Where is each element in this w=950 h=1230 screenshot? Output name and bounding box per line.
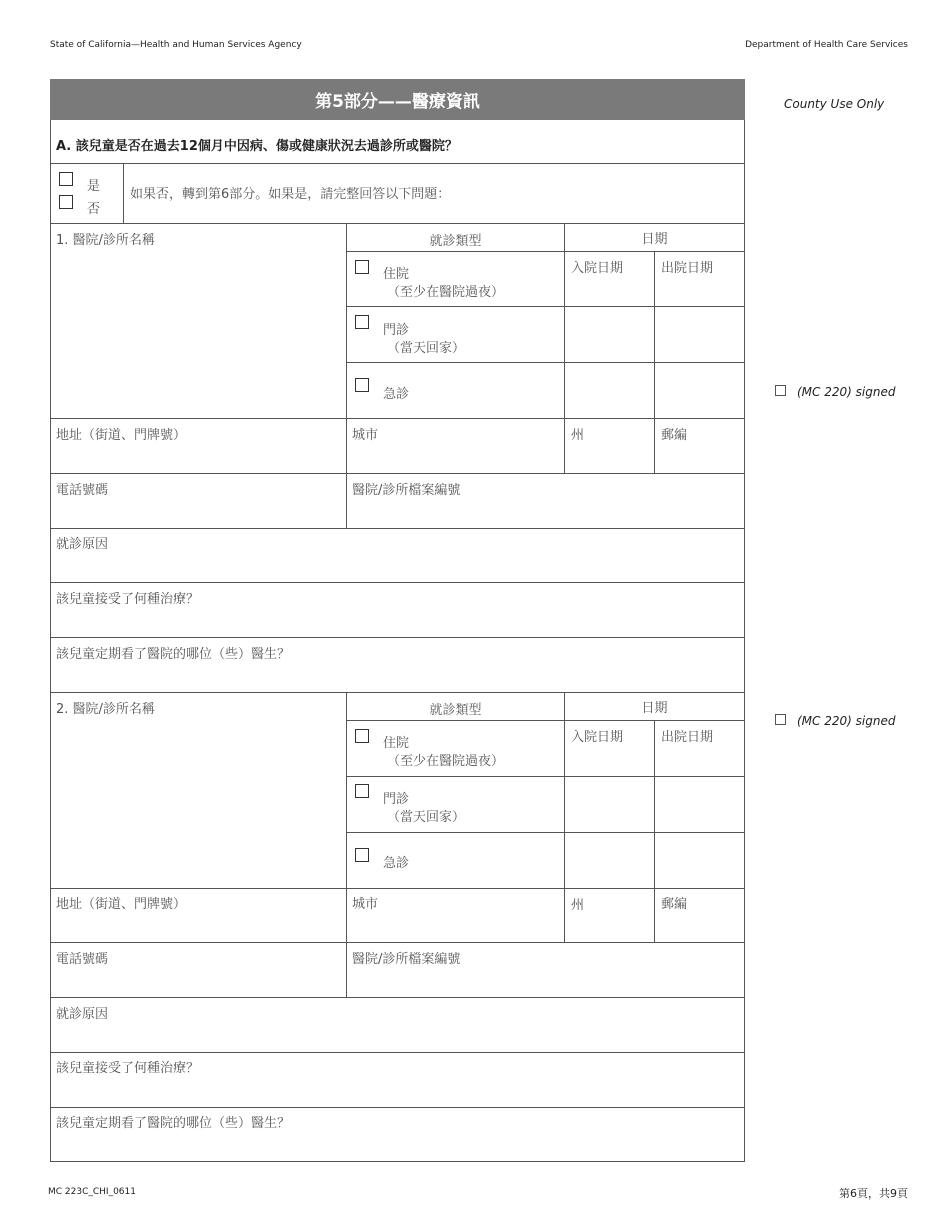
visit-2-inpatient-checkbox[interactable] [355, 729, 369, 743]
visit-1-city-label: 城市 [352, 428, 379, 443]
visit-1-mc220-checkbox[interactable] [775, 385, 786, 396]
visit-2-phone-label: 電話號碼 [56, 952, 109, 967]
visit-1-outpatient-note: （當天回家） [387, 341, 466, 356]
visit-1-visit-type-header: 就診類型 [429, 234, 482, 249]
page-info: 第6頁，共9頁 [839, 1187, 908, 1200]
visit-2-date-header: 日期 [641, 701, 668, 716]
visit-2-facility-heading [56, 698, 155, 717]
visit-2-outpatient-label: 門診 [383, 792, 410, 807]
department-name: Department of Health Care Services [745, 40, 908, 50]
visit-1-state-label: 州 [571, 428, 585, 443]
visit-2-zip-label: 郵編 [661, 897, 688, 912]
visit-1-facility-heading [56, 229, 155, 248]
visit-1-emergency-label: 急診 [383, 387, 410, 402]
visit-1-phone-label: 電話號碼 [56, 483, 109, 498]
visit-1-outpatient-label: 門診 [383, 323, 410, 338]
visit-2-treatment-label: 該兒童接受了何種治療？ [56, 1061, 200, 1076]
visit-1-discharge-date: 出院日期 [661, 261, 714, 276]
visit-1-emergency-checkbox[interactable] [355, 378, 369, 392]
visit-1-inpatient-label: 住院 [383, 267, 410, 282]
visit-1-mc220-label: (MC 220) signed [797, 385, 896, 399]
visit-2-visit-type-header: 就診類型 [429, 703, 482, 718]
question-a-text: 該兒童是否在過去12個月中因病、傷或健康狀況去過診所或醫院？ [75, 139, 458, 154]
visit-2-emergency-label: 急診 [383, 856, 410, 871]
visit-2-inpatient-label: 住院 [383, 736, 410, 751]
visit-2-mc220-checkbox[interactable] [775, 714, 786, 725]
question-a [56, 135, 458, 154]
visit-1-admit-date: 入院日期 [571, 261, 624, 276]
visit-2-doctors-label: 該兒童定期看了醫院的哪位（些）醫生？ [56, 1116, 291, 1131]
agency-name: State of California—Health and Human Services Agency [50, 40, 302, 50]
visit-2-state-label: 州 [571, 898, 585, 913]
visit-1-inpatient-checkbox[interactable] [355, 260, 369, 274]
form-code: MC 223C_CHI_0611 [48, 1187, 136, 1197]
visit-1-number: 1. [56, 233, 69, 248]
visit-2-outpatient-checkbox[interactable] [355, 784, 369, 798]
no-label: 否 [87, 202, 101, 217]
visit-2-address-label: 地址（街道、門牌號） [56, 897, 187, 912]
visit-2-city-label: 城市 [352, 897, 379, 912]
visit-2-discharge-date: 出院日期 [661, 730, 714, 745]
visit-1-outpatient-checkbox[interactable] [355, 315, 369, 329]
visit-2-inpatient-note: （至少在醫院過夜） [387, 754, 505, 769]
section-title: 第5部分——醫療資訊 [50, 79, 745, 120]
visit-2-emergency-checkbox[interactable] [355, 848, 369, 862]
yes-checkbox[interactable] [59, 172, 73, 186]
visit-1-date-header: 日期 [641, 232, 668, 247]
visit-1-zip-label: 郵編 [661, 428, 688, 443]
question-a-prefix: A. [56, 139, 72, 154]
visit-1-doctors-label: 該兒童定期看了醫院的哪位（些）醫生？ [56, 647, 291, 662]
visit-1-treatment-label: 該兒童接受了何種治療？ [56, 592, 200, 607]
no-checkbox[interactable] [59, 195, 73, 209]
yes-label: 是 [87, 179, 101, 194]
visit-2-reason-label: 就診原因 [56, 1007, 109, 1022]
visit-1-file-number-label: 醫院/診所檔案編號 [352, 483, 461, 498]
visit-2-mc220-label: (MC 220) signed [797, 714, 896, 728]
county-use-only-label: County Use Only [784, 97, 885, 111]
visit-2-admit-date: 入院日期 [571, 730, 624, 745]
visit-2-file-number-label: 醫院/診所檔案編號 [352, 952, 461, 967]
visit-1-reason-label: 就診原因 [56, 537, 109, 552]
visit-1-address-label: 地址（街道、門牌號） [56, 428, 187, 443]
visit-2-outpatient-note: （當天回家） [387, 810, 466, 825]
visit-1-facility-label: 醫院/診所名稱 [72, 233, 155, 248]
visit-2-facility-label: 醫院/診所名稱 [72, 702, 155, 717]
question-a-instruction: 如果否，轉到第6部分。如果是，請完整回答以下問題： [130, 187, 451, 202]
visit-2-number: 2. [56, 702, 69, 717]
visit-1-inpatient-note: （至少在醫院過夜） [387, 285, 505, 300]
